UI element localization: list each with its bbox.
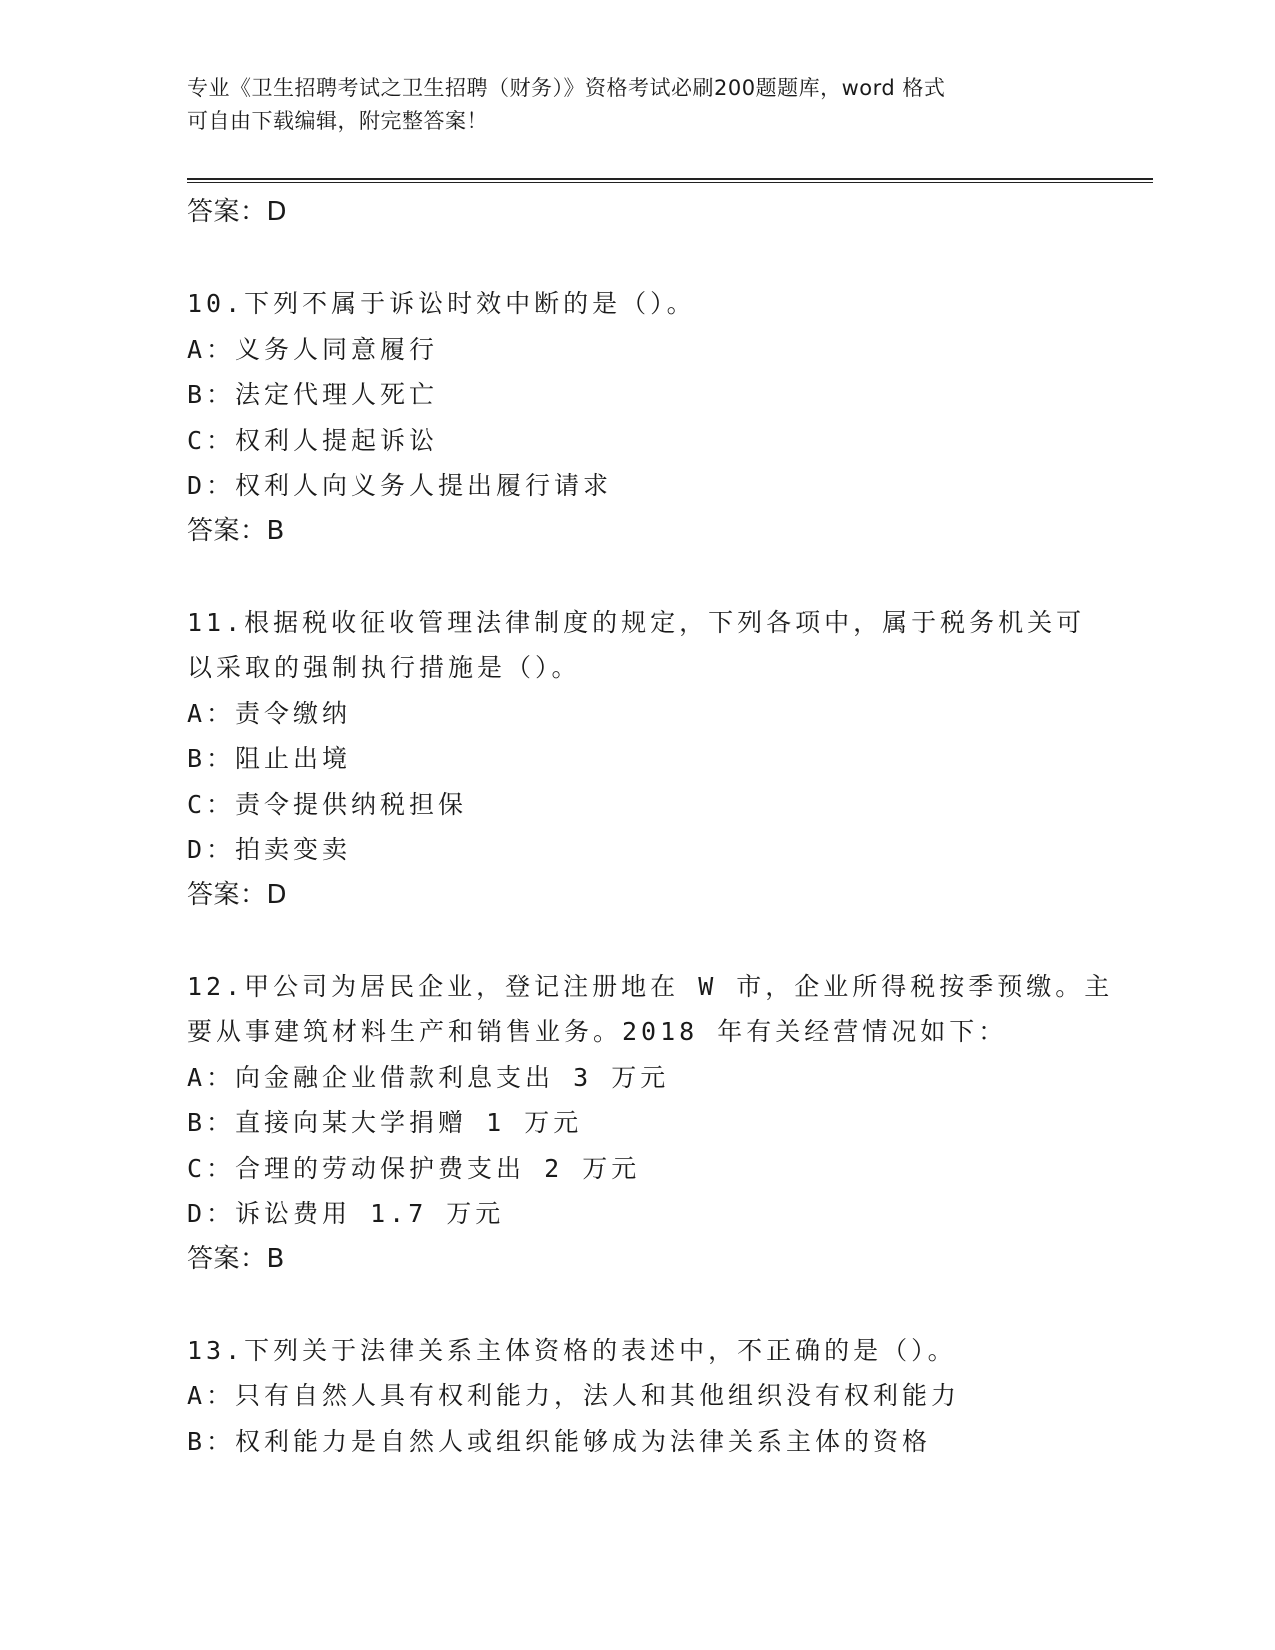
option-b: B：阻止出境 — [187, 744, 352, 773]
header-line-1: 专业《卫生招聘考试之卫生招聘（财务）》资格考试必刷200题题库，word 格式 — [187, 76, 946, 100]
spacer — [187, 918, 1087, 964]
option-a: A：只有自然人具有权利能力，法人和其他组织没有权利能力 — [187, 1381, 961, 1410]
header-line-2: 可自由下载编辑，附完整答案！ — [187, 109, 488, 133]
option-a: A：责令缴纳 — [187, 698, 352, 728]
question-10 — [187, 281, 1087, 554]
question-13 — [187, 1328, 1087, 1465]
option-b: B：直接向某大学捐赠 1 万元 — [187, 1108, 583, 1137]
question-stem-continued: 要从事建筑材料生产和销售业务。2018 年有关经营情况如下： — [187, 1017, 1008, 1046]
answer-line: 答案：B — [187, 1243, 285, 1274]
option-d: D：权利人向义务人提出履行请求 — [187, 471, 613, 500]
option-c: C：权利人提起诉讼 — [187, 425, 439, 455]
question-stem-continued: 以采取的强制执行措施是（）。 — [187, 653, 581, 682]
document-header — [187, 72, 1067, 138]
question-stem: 13.下列关于法律关系主体资格的表述中，不正确的是（）。 — [187, 1335, 957, 1365]
question-11 — [187, 600, 1087, 919]
answer-line: 答案：B — [187, 515, 285, 546]
spacer — [187, 1282, 1087, 1328]
option-c: C：合理的劳动保护费支出 2 万元 — [187, 1153, 641, 1183]
answer-line: 答案：D — [187, 879, 288, 910]
header-divider — [187, 178, 1153, 183]
option-a: A：向金融企业借款利息支出 3 万元 — [187, 1062, 670, 1092]
spacer — [187, 554, 1087, 600]
question-12 — [187, 964, 1114, 1283]
option-c: C：责令提供纳税担保 — [187, 789, 468, 819]
option-d: D：拍卖变卖 — [187, 835, 352, 864]
question-stem: 11.根据税收征收管理法律制度的规定，下列各项中，属于税务机关可 — [187, 607, 1086, 637]
option-a: A：义务人同意履行 — [187, 334, 439, 364]
answer-line: 答案：D — [187, 197, 288, 227]
option-d: D：诉讼费用 1.7 万元 — [187, 1199, 505, 1228]
option-b: B：权利能力是自然人或组织能够成为法律关系主体的资格 — [187, 1426, 932, 1456]
question-list — [187, 190, 1114, 1464]
spacer — [187, 236, 1087, 282]
option-b: B：法定代理人死亡 — [187, 380, 439, 409]
question-stem: 10.下列不属于诉讼时效中断的是（）。 — [187, 289, 696, 318]
question-stem: 12.甲公司为居民企业，登记注册地在 W 市，企业所得税按季预缴。主 — [187, 971, 1114, 1001]
